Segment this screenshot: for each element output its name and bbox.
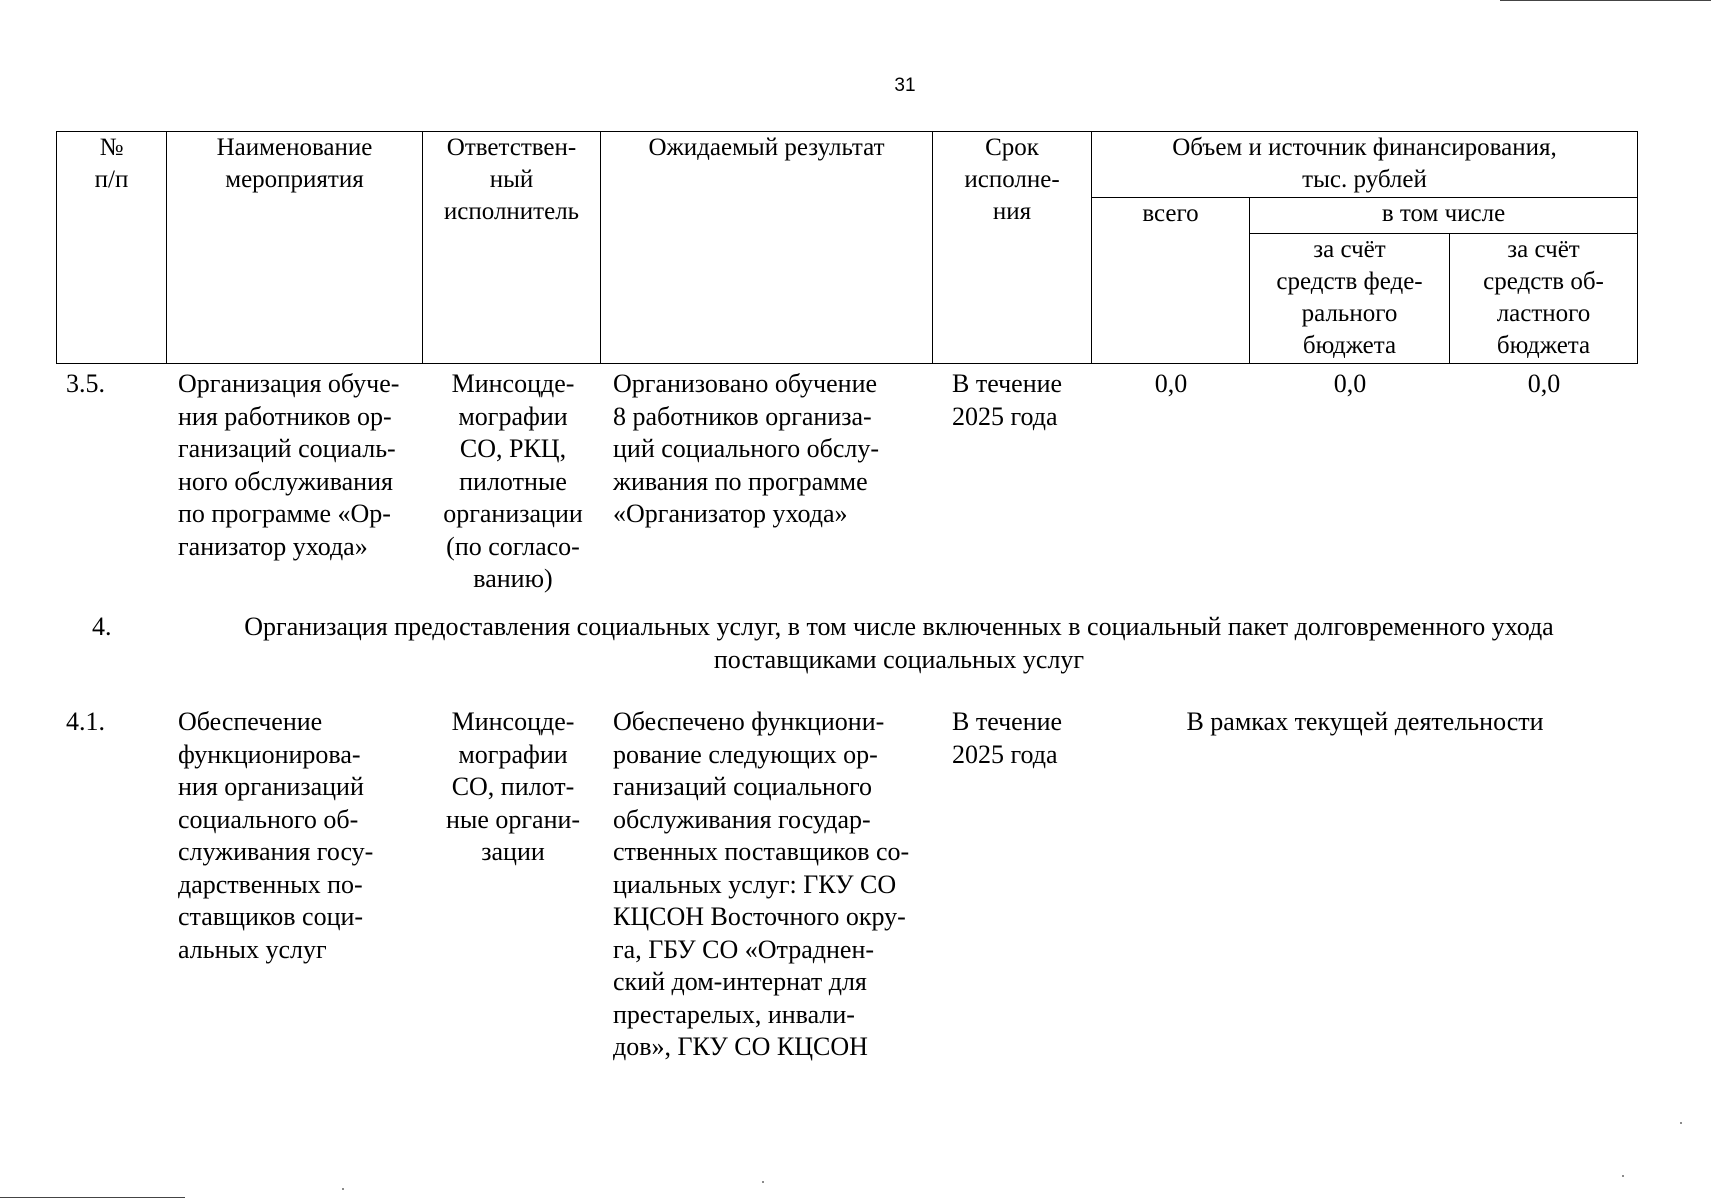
page-number: 31: [894, 75, 916, 96]
text-line: мероприятия: [225, 166, 364, 193]
text-line: рование следующих ор-: [613, 739, 878, 769]
text-line: престарелых, инвали-: [613, 999, 855, 1029]
header-financing-text: [1094, 132, 1635, 196]
row-4-1-num: 4.1.: [66, 707, 105, 736]
row-3-5-result: [613, 368, 925, 531]
row-4-1-financing: В рамках текущей деятельности: [1186, 707, 1544, 736]
text-line: ганизаций социального: [613, 772, 872, 801]
table-header: [56, 131, 1638, 364]
text-line: В течение: [952, 369, 1063, 398]
text-line: Обеспечено функциони-: [613, 707, 885, 736]
text-line: В течение: [952, 707, 1063, 736]
header-including-text: в том числе: [1381, 200, 1506, 227]
row-3-5-name: [178, 368, 414, 563]
header-num-text: [59, 132, 164, 196]
header-regional-text: [1452, 234, 1635, 362]
text-line: ный: [489, 166, 534, 193]
text-line: социального об-: [178, 804, 359, 834]
text-line: (по согласо-: [446, 531, 580, 561]
text-line: мографии: [458, 401, 568, 431]
text-line: Ответствен-: [446, 134, 577, 161]
text-line: Минсоцде-: [451, 369, 575, 398]
text-line: 2025 года: [952, 739, 1058, 769]
text-line: Обеспечение: [178, 707, 323, 736]
header-total-text: всего: [1142, 200, 1199, 227]
scan-speck: [762, 1181, 764, 1183]
text-line: ния: [992, 198, 1032, 225]
text-line: за счёт: [1507, 236, 1580, 263]
text-line: дов», ГКУ СО КЦСОН: [613, 1032, 868, 1061]
text-line: Организация предоставления социальных услуг, в том числе включенных в социальный пакет долговременного ухода: [244, 612, 1554, 641]
header-federal-text: [1252, 234, 1447, 362]
text-line: «Организатор ухода»: [613, 499, 848, 528]
scan-speck: [342, 1188, 344, 1190]
text-line: ставщиков соци-: [178, 902, 364, 931]
section-4-title: [160, 611, 1638, 676]
text-line: служивания госу-: [178, 837, 374, 866]
text-line: ния организаций: [178, 772, 364, 801]
header-total: [1092, 198, 1250, 364]
text-line: га, ГБУ СО «Отраднен-: [613, 934, 875, 964]
header-result: [601, 132, 933, 364]
text-line: ский дом-интернат для: [613, 967, 867, 996]
text-line: ния работников ор-: [178, 401, 392, 431]
text-line: исполнитель: [443, 198, 580, 225]
text-line: обслуживания государ-: [613, 804, 871, 834]
text-line: по программе «Ор-: [178, 499, 391, 528]
header-regional: [1450, 234, 1638, 364]
text-line: №: [99, 134, 124, 161]
scan-edge-line: [0, 1197, 185, 1198]
row-3-5-regional: 0,0: [1527, 369, 1561, 398]
text-line: организации: [443, 499, 583, 528]
text-line: дарственных по-: [178, 869, 363, 899]
row-3-5-federal: 0,0: [1333, 369, 1367, 398]
text-line: поставщиками социальных услуг: [713, 644, 1085, 674]
text-line: альных услуг: [178, 934, 327, 964]
header-term-text: [935, 132, 1089, 228]
text-line: Наименование: [216, 134, 373, 161]
header-name: [167, 132, 423, 364]
text-line: живания по программе: [613, 466, 868, 496]
text-line: тыс. рублей: [1302, 166, 1427, 193]
text-line: Минсоцде-: [451, 707, 575, 736]
row-4-1-name: [178, 706, 414, 966]
text-line: ственных поставщиков со-: [613, 837, 910, 866]
text-line: исполне-: [964, 166, 1060, 193]
row-3-5-responsible: [428, 368, 598, 596]
text-line: КЦСОН Восточного окру-: [613, 902, 906, 931]
row-4-1-responsible: [428, 706, 598, 869]
header-num: [57, 132, 167, 364]
text-line: бюджета: [1302, 332, 1397, 359]
header-name-text: [169, 132, 420, 196]
text-line: ные органи-: [445, 804, 581, 834]
text-line: Объем и источник финансирования,: [1172, 134, 1557, 161]
text-line: п/п: [94, 166, 129, 193]
text-line: Организация обуче-: [178, 369, 400, 398]
header-federal: [1250, 234, 1450, 364]
text-line: 2025 года: [952, 401, 1058, 431]
scan-speck: [1680, 1122, 1682, 1124]
text-line: зации: [481, 837, 545, 866]
text-line: Ожидаемый результат: [648, 134, 885, 161]
text-line: ганизатор ухода»: [178, 531, 368, 561]
header-term: [933, 132, 1092, 364]
text-line: средств феде-: [1276, 268, 1423, 295]
text-line: СО, пилот-: [451, 772, 575, 801]
row-3-5-num: 3.5.: [66, 369, 105, 398]
text-line: ластного: [1496, 300, 1591, 327]
text-line: средств об-: [1483, 268, 1604, 295]
header-financing: [1092, 132, 1638, 198]
text-line: ций социального обслу-: [613, 434, 880, 463]
text-line: мографии: [458, 739, 568, 769]
text-line: СО, РКЦ,: [459, 434, 567, 463]
section-4-num: 4.: [92, 612, 112, 641]
text-line: бюджета: [1496, 332, 1591, 359]
text-line: за счёт: [1313, 236, 1386, 263]
text-line: Организовано обучение: [613, 369, 878, 398]
header-responsible-text: [425, 132, 598, 228]
row-4-1-term: [952, 706, 1097, 771]
text-line: 8 работников организа-: [613, 401, 872, 431]
text-line: рального: [1301, 300, 1398, 327]
text-line: пилотные: [459, 466, 567, 496]
text-line: ганизаций социаль-: [178, 434, 396, 463]
row-4-1-result: [613, 706, 925, 1064]
text-line: Срок: [985, 134, 1039, 161]
text-line: функционирова-: [178, 739, 361, 769]
scan-edge-line: [1500, 0, 1711, 1]
header-responsible: [423, 132, 601, 364]
text-line: ванию): [473, 564, 553, 593]
row-3-5-total: 0,0: [1154, 369, 1188, 398]
text-line: циальных услуг: ГКУ СО: [613, 869, 897, 899]
text-line: ного обслуживания: [178, 466, 393, 496]
header-including: [1250, 198, 1638, 234]
header-result-text: [603, 132, 930, 164]
row-3-5-term: [952, 368, 1097, 433]
scan-speck: [1622, 1175, 1624, 1177]
